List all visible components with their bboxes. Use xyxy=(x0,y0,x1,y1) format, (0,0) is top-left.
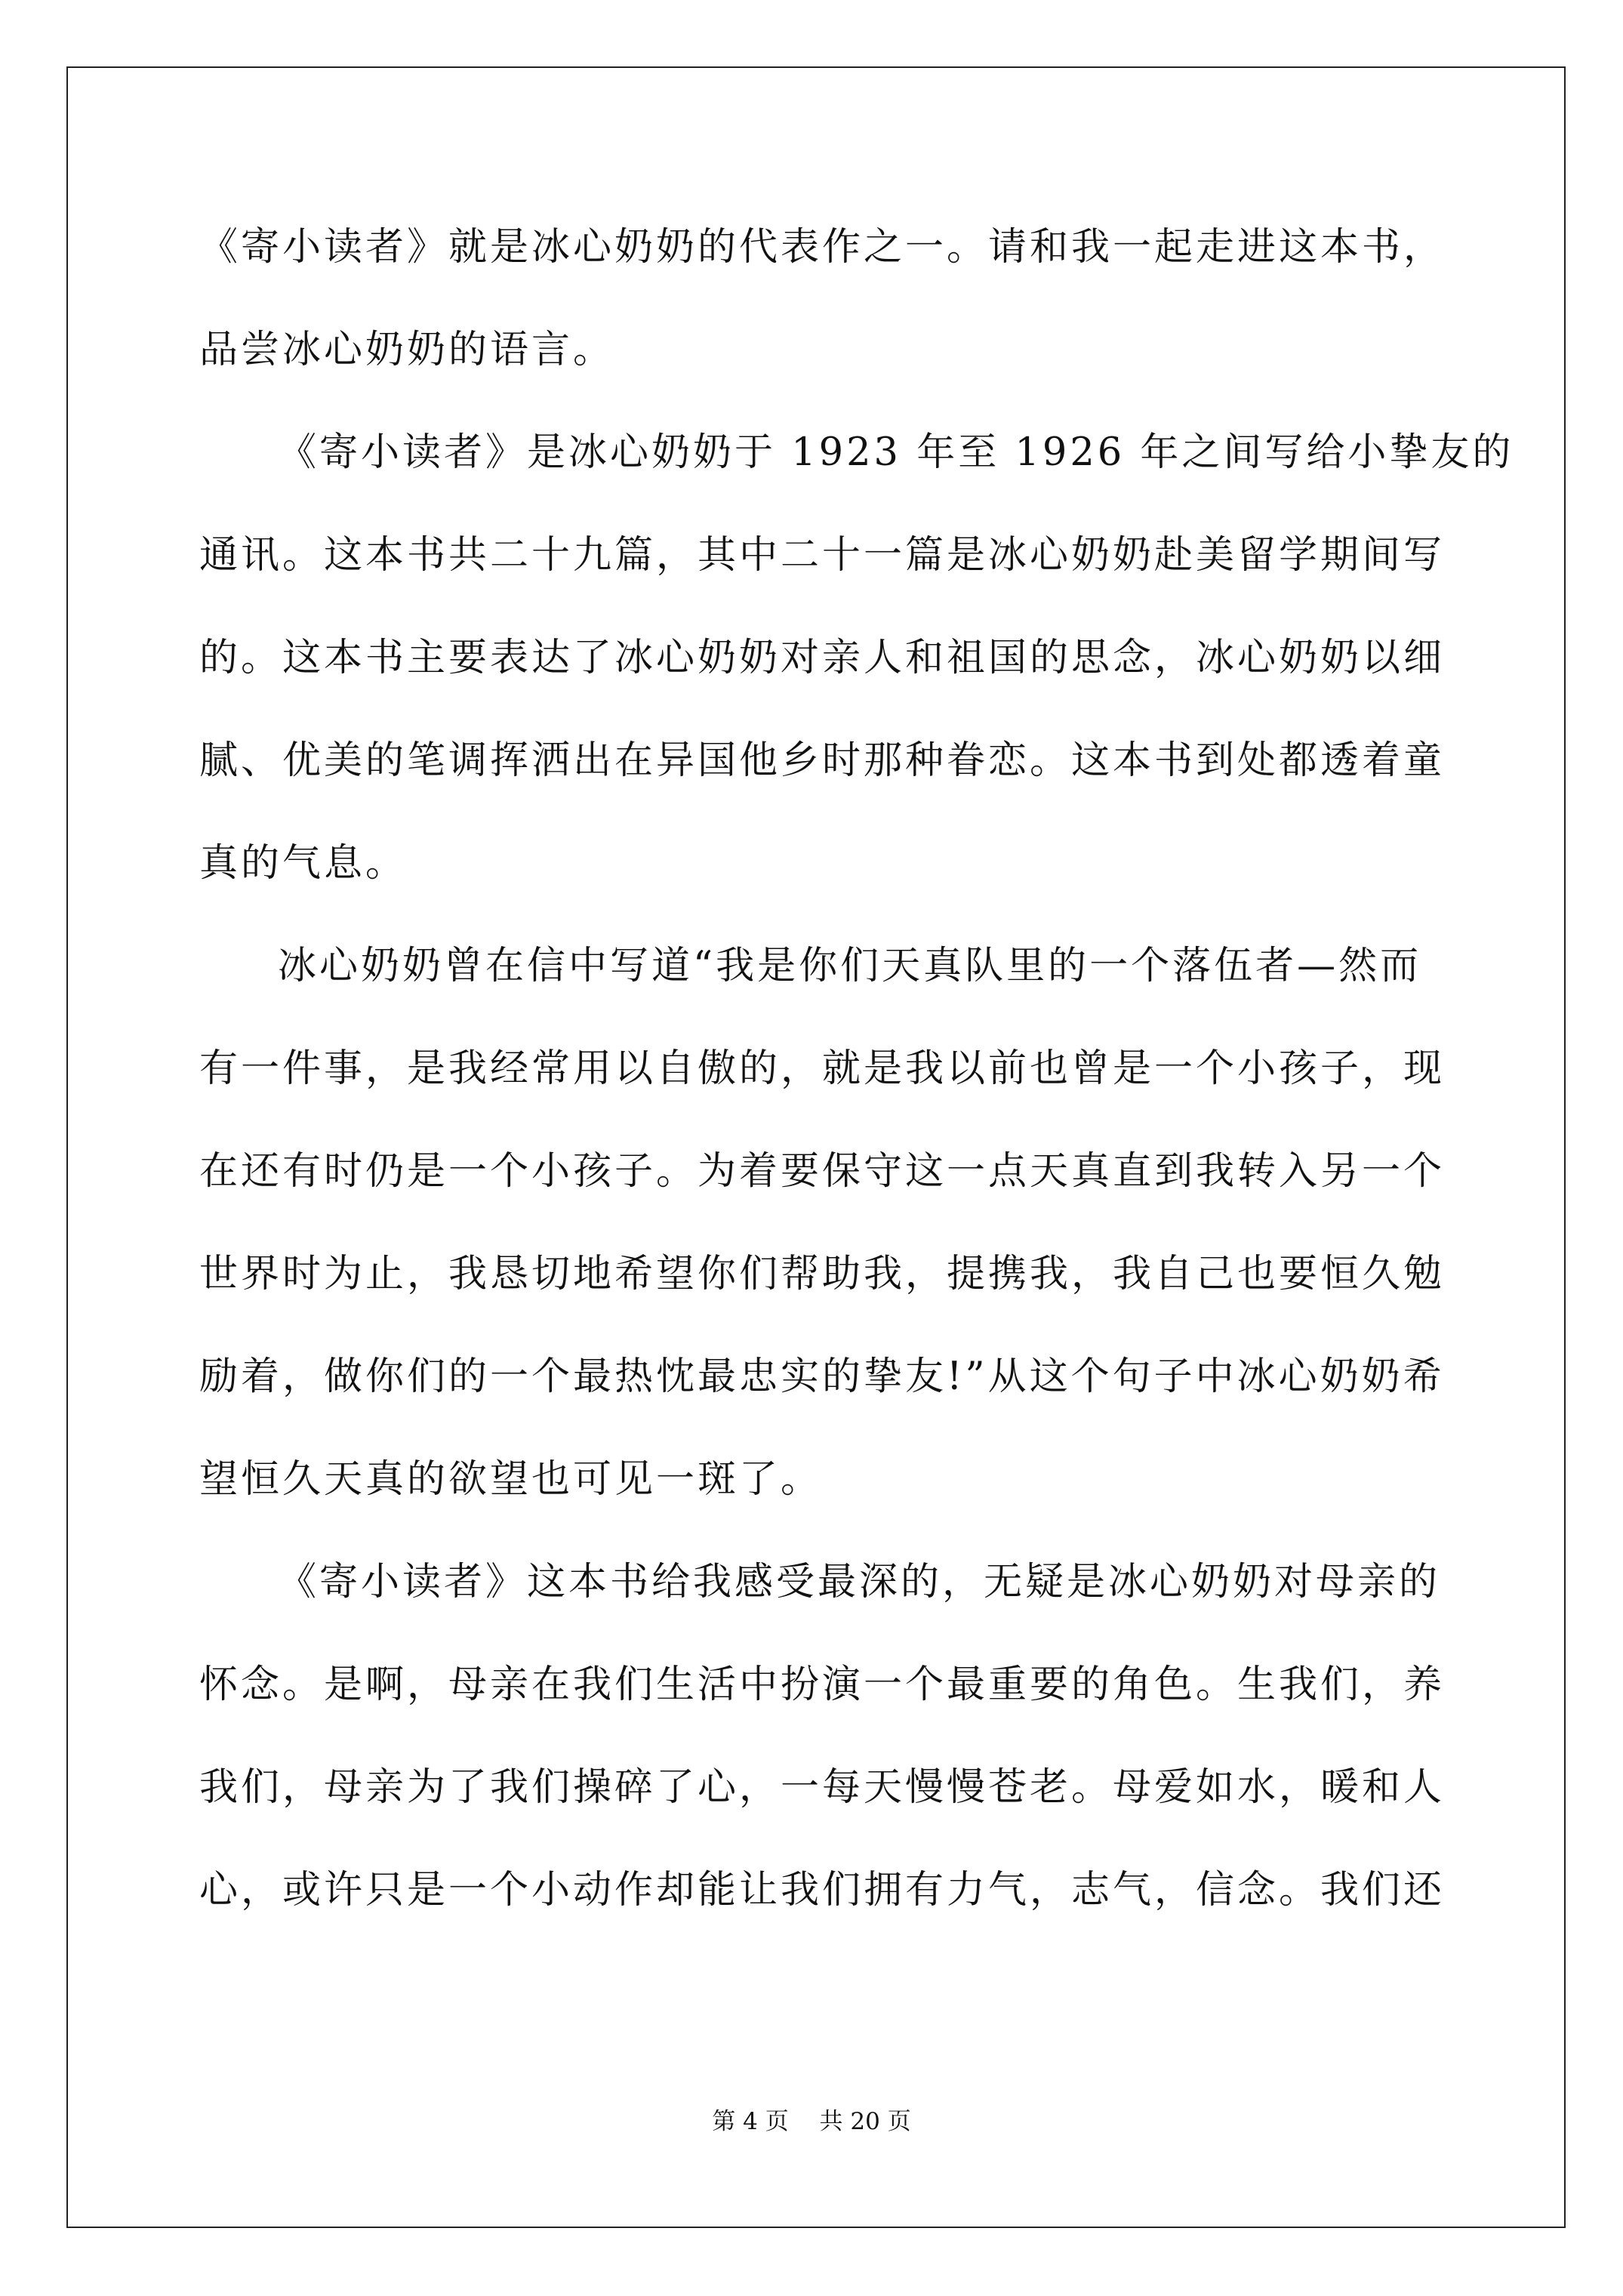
text-line: 怀念。是啊，母亲在我们生活中扮演一个最重要的角色。生我们，养 xyxy=(199,1663,1446,1707)
text-line: 在还有时仍是一个小孩子。为着要保守这一点天真直到我转入另一个 xyxy=(199,1149,1446,1194)
text-line: 通讯。这本书共二十九篇，其中二十一篇是冰心奶奶赴美留学期间写 xyxy=(199,533,1446,578)
text-line: 励着，做你们的一个最热忱最忠实的挚友!”从这个句子中冰心奶奶希 xyxy=(199,1354,1445,1399)
text-line: 有一件事，是我经常用以自傲的，就是我以前也曾是一个小孩子，现 xyxy=(199,1046,1446,1091)
text-line: 世界时为止，我恳切地希望你们帮助我，提携我，我自己也要恒久勉 xyxy=(199,1252,1446,1296)
text-line: 我们，母亲为了我们操碎了心，一每天慢慢苍老。母爱如水，暖和人 xyxy=(199,1765,1446,1810)
text-line: 《寄小读者》就是冰心奶奶的代表作之一。请和我一起走进这本书， xyxy=(199,225,1446,270)
text-line: 《寄小读者》是冰心奶奶于 1923 年至 1926 年之间写给小挚友的 xyxy=(278,430,1514,475)
text-line: 《寄小读者》这本书给我感受最深的，无疑是冰心奶奶对母亲的 xyxy=(278,1560,1441,1604)
text-line: 望恒久天真的欲望也可见一斑了。 xyxy=(199,1457,823,1502)
text-line: 腻、优美的笔调挥洒出在异国他乡时那种眷恋。这本书到处都透着童 xyxy=(199,738,1446,783)
text-line: 心，或许只是一个小动作却能让我们拥有力气，志气，信念。我们还 xyxy=(199,1868,1446,1912)
text-line: 冰心奶奶曾在信中写道“我是你们天真队里的一个落伍者—然而 xyxy=(278,944,1422,988)
text-line: 真的气息。 xyxy=(199,841,408,886)
text-line: 品尝冰心奶奶的语言。 xyxy=(199,328,615,372)
document-body xyxy=(199,219,1514,1965)
text-line: 的。这本书主要表达了冰心奶奶对亲人和祖国的思念，冰心奶奶以细 xyxy=(199,636,1446,680)
page-number: 第 4 页 共 20 页 xyxy=(712,2108,911,2135)
